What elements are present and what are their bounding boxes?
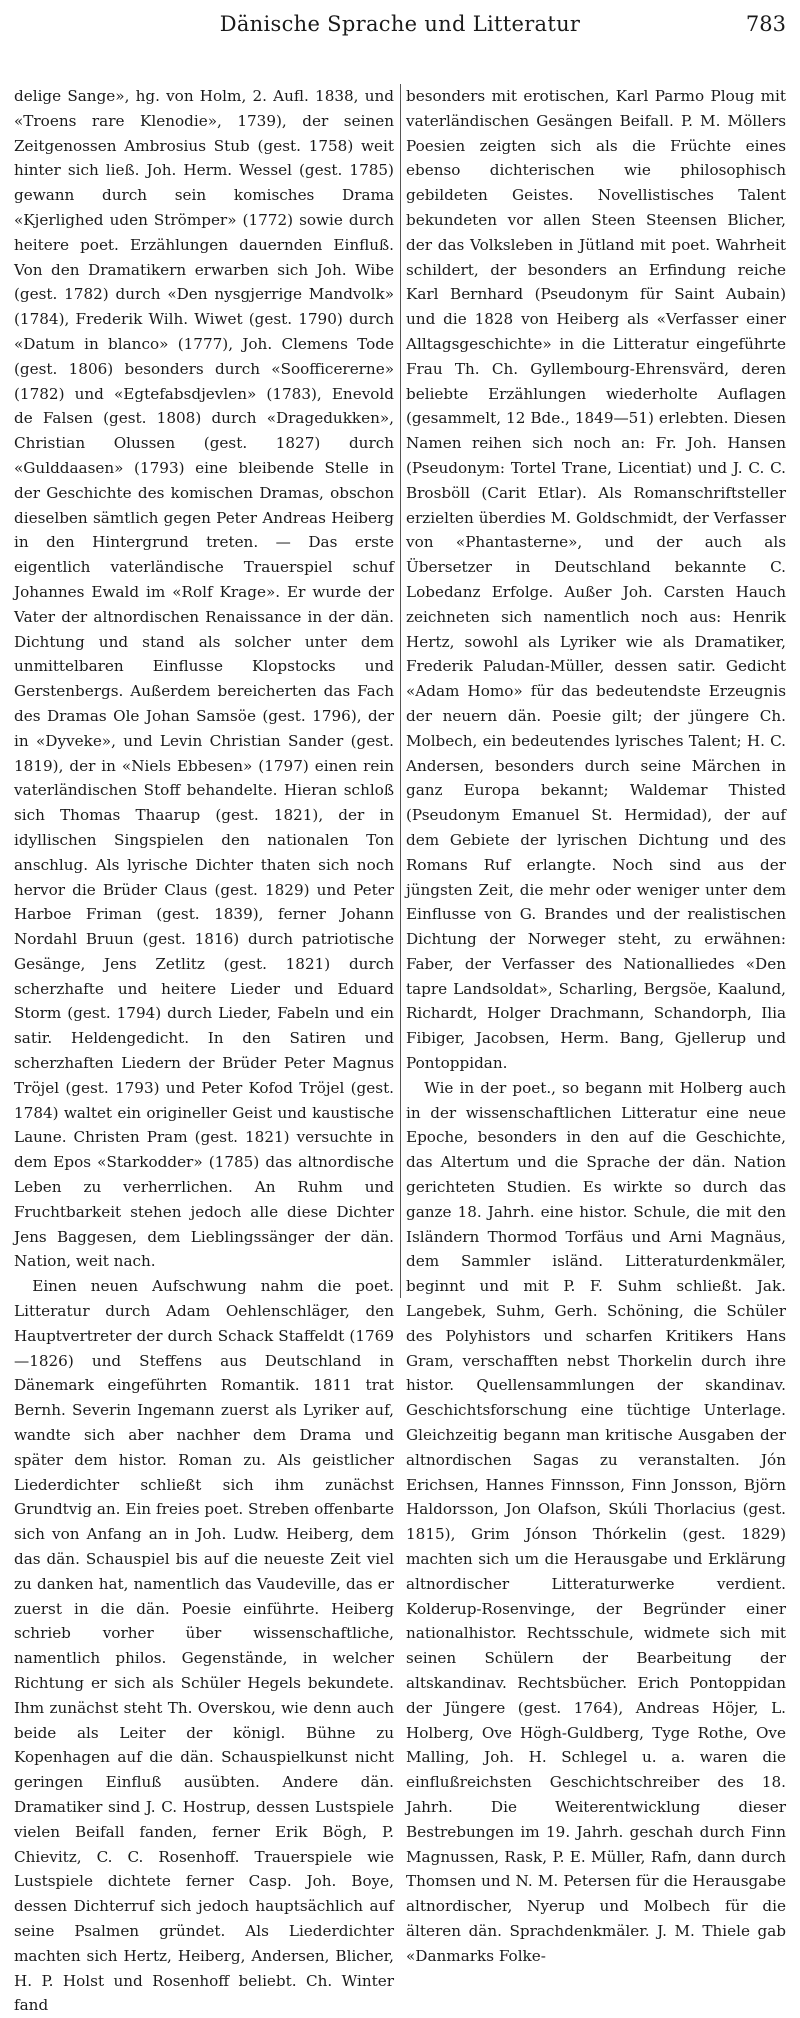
left-column	[14, 84, 394, 2015]
running-title: Dänische Sprache und Litteratur	[219, 12, 581, 36]
text-columns	[14, 84, 786, 2015]
page-number: 783	[745, 12, 786, 36]
paragraph: delige Sange», hg. von Holm, 2. Aufl. 1838, und «Troens rare Klenodie», 1739), der seinen Zeitgenossen Ambrosius Stub (gest. 1758) weit hinter sich ließ. Joh. Herm. Wessel (gest. 1785) gewann durch sein komisches Drama «Kjerlighed uden Strömper» (1772) sowie durch heitere poet. Erzählungen dauernden Einfluß. Von den Dramatikern erwarben sich Joh. Wibe (gest. 1782) durch «Den nysgjerrige Mandvolk» (1784), Frederik Wilh. Wiwet (gest. 1790) durch «Datum in blanco» (1777), Joh. Clemens Tode (gest. 1806) besonders durch «Soofficererne» (1782) und «Egtefabsdjevlen» (1783), Enevold de Falsen (gest. 1808) durch «Dragedukken», Christian Olussen (gest. 1827) durch «Gulddaasen» (1793) eine bleibende Stelle in der Geschichte des komischen Dramas, obschon dieselben sämtlich gegen Peter Andreas Heiberg in den Hintergrund treten. — Das erste eigentlich vaterländische Trauerspiel schuf Johannes Ewald im «Rolf Krage». Er wurde der Vater der altnordischen Renaissance in der dän. Dichtung und stand als solcher unter dem unmittelbaren Einflusse Klopstocks und Gerstenbergs. Außerdem bereicherten das Fach des Dramas Ole Johan Samsöe (gest. 1796), der in «Dyveke», und Levin Christian Sander (gest. 1819), der in «Niels Ebbesen» (1797) einen rein vaterländischen Stoff behandelte. Hieran schloß sich Thomas Thaarup (gest. 1821), der in idyllischen Singspielen den nationalen Ton anschlug. Als lyrische Dichter thaten sich noch hervor die Brüder Claus (gest. 1829) und Peter Harboe Friman (gest. 1839), ferner Johann Nordahl Bruun (gest. 1816) durch patriotische Gesänge, Jens Zetlitz (gest. 1821) durch scherzhafte und heitere Lieder und Eduard Storm (gest. 1794) durch Lieder, Fabeln und ein satir. Heldengedicht. In den Satiren und scherzhaften Liedern der Brüder Peter Magnus Tröjel (gest. 1793) und Peter Kofod Tröjel (gest. 1784) waltet ein origineller Geist und kaustische Laune. Christen Pram (gest. 1821) versuchte in dem Epos «Starkodder» (1785) das altnordische Leben zu verherrlichen. An Ruhm und Fruchtbarkeit stehen jedoch alle diese Dichter Jens Baggesen, dem Lieblingssänger der dän. Nation, weit nach.	[14, 87, 394, 1271]
column-divider	[400, 84, 401, 1298]
paragraph: Wie in der poet., so begann mit Holberg auch in der wissenschaftlichen Litteratur eine neue Epoche, besonders in den auf die Geschichte, das Altertum und die Sprache der dän. Nation gerichteten Studien. Es wirkte so durch das ganze 18. Jahrh. eine histor. Schule, die mit den Isländern Thormod Torfäus und Arni Magnäus, dem Sammler isländ. Litteraturdenkmäler, beginnt und mit P. F. Suhm schließt. Jak. Langebek, Suhm, Gerh. Schöning, die Schüler des Polyhistors und scharfen Kritikers Hans Gram, verschafften nebst Thorkelin durch ihre histor. Quellensammlungen der skandinav. Geschichtsforschung eine tüchtige Unterlage. Gleichzeitig begann man kritische Ausgaben der altnordischen Sagas zu veranstalten. Jón Erichsen, Hannes Finnsson, Finn Jonsson, Björn Haldorsson, Jon Olafson, Skúli Thorlacius (gest. 1815), Grim Jónson Thórkelin (gest. 1829) machten sich um die Herausgabe und Erklärung altnordischer Litteraturwerke verdient. Kolderup-Rosenvinge, der Begründer einer nationalhistor. Rechtsschule, widmete sich mit seinen Schülern der Bearbeitung der altskandinav. Rechtsbücher. Erich Pontoppidan der Jüngere (gest. 1764), Andreas Höjer, L. Holberg, Ove Högh-Guldberg, Tyge Rothe, Ove Malling, Joh. H. Schlegel u. a. waren die einflußreichsten Geschichtschreiber des 18. Jahrh. Die Weiterentwicklung dieser Bestrebungen im 19. Jahrh. geschah durch Finn Magnussen, Rask, P. E. Müller, Rafn, dann durch Thomsen und N. M. Petersen für die Herausgabe altnordischer, Nyerup und Molbech für die älteren dän. Sprachdenkmäler. J. M. Thiele gab «Danmarks Folke-	[406, 1078, 786, 1965]
paragraph: Einen neuen Aufschwung nahm die poet. Litteratur durch Adam Oehlenschläger, den Hauptvertreter der durch Schack Staffeldt (1769—1826) und Steffens aus Deutschland in Dänemark eingeführten Romantik. 1811 trat Bernh. Severin Ingemann zuerst als Lyriker auf, wandte sich aber nachher dem Drama und später dem histor. Roman zu. Als geistlicher Liederdichter schließt sich ihm zunächst Grundtvig an. Ein freies poet. Streben offenbarte sich von Anfang an in Joh. Ludw. Heiberg, dem das dän. Schauspiel bis auf die neueste Zeit viel zu danken hat, namentlich das Vaudeville, das er zuerst in die dän. Poesie einführte. Heiberg schrieb vorher über wissenschaftliche, namentlich philos. Gegenstände, in welcher Richtung er sich als Schüler Hegels bekundete. Ihm zunächst steht Th. Overskou, wie denn auch beide als Leiter der königl. Bühne zu Kopenhagen auf die dän. Schauspielkunst nicht geringen Einfluß ausübten. Andere dän. Dramatiker sind J. C. Hostrup, dessen Lustspiele vielen Beifall fanden, ferner Erik Bögh, P. Chievitz, C. C. Rosenhoff. Trauerspiele wie Lustspiele dichtete ferner Casp. Joh. Boye, dessen Dichterruf sich jedoch hauptsächlich auf seine Psalmen gründet. Als Liederdichter machten sich Hertz, Heiberg, Andersen, Blicher, H. P. Holst und Rosenhoff beliebt. Ch. Winter fand	[14, 1277, 394, 2015]
paragraph: besonders mit erotischen, Karl Parmo Ploug mit vaterländischen Gesängen Beifall. P. M. Möllers Poesien zeigten sich als die Früchte eines ebenso dichterischen wie philosophisch gebildeten Geistes. Novellistisches Talent bekundeten vor allen Steen Steensen Blicher, der das Volksleben in Jütland mit poet. Wahrheit schildert, der besonders an Erfindung reiche Karl Bernhard (Pseudonym für Saint Aubain) und die 1828 von Heiberg als «Verfasser einer Alltagsgeschichte» in die Litteratur eingeführte Frau Th. Ch. Gyllembourg-Ehrensvärd, deren beliebte Erzählungen wiederholte Auflagen (gesammelt, 12 Bde., 1849—51) erlebten. Diesen Namen reihen sich noch an: Fr. Joh. Hansen (Pseudonym: Tortel Trane, Licentiat) und J. C. C. Brosböll (Carit Etlar). Als Romanschriftsteller erzielten überdies M. Goldschmidt, der Verfasser von «Phantasterne», und der auch als Übersetzer in Deutschland bekannte C. Lobedanz Erfolge. Außer Joh. Carsten Hauch zeichneten sich namentlich noch aus: Henrik Hertz, sowohl als Lyriker wie als Dramatiker, Frederik Paludan-Müller, dessen satir. Gedicht «Adam Homo» für das bedeutendste Erzeugnis der neuern dän. Poesie gilt; der jüngere Ch. Molbech, ein bedeutendes lyrisches Talent; H. C. Andersen, besonders durch seine Märchen in ganz Europa bekannt; Waldemar Thisted (Pseudonym Emanuel St. Hermidad), der auf dem Gebiete der lyrischen Dichtung und des Romans Ruf erlangte. Noch sind aus der jüngsten Zeit, die mehr oder weniger unter dem Einflusse von G. Brandes und der realistischen Dichtung der Norweger steht, zu erwähnen: Faber, der Verfasser des Nationalliedes «Den tapre Landsoldat», Scharling, Bergsöe, Kaalund, Richardt, Holger Drachmann, Schandorph, Ilia Fibiger, Jacobsen, Herm. Bang, Gjellerup und Pontoppidan.	[406, 87, 786, 1073]
right-column	[406, 84, 786, 1965]
running-head	[14, 8, 786, 42]
